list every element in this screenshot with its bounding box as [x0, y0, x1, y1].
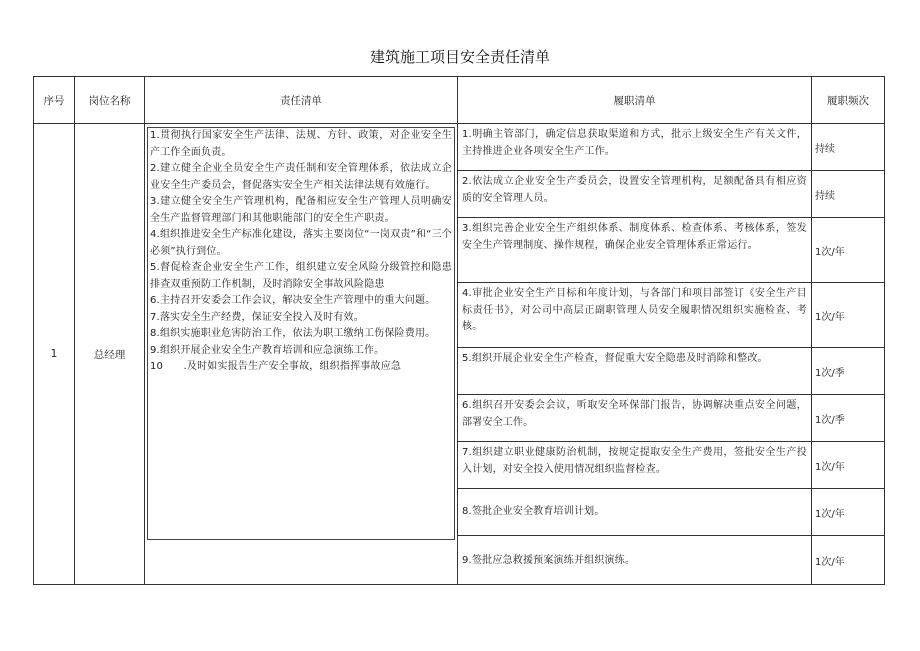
duty-text: 5.组织开展企业安全生产检查，督促重大安全隐患及时消除和整改。	[462, 353, 768, 364]
duty-cell	[458, 536, 812, 585]
duty-text: 4.审批企业安全生产目标和年度计划，与各部门和项目部签订《安全生产目标责任书》，对公司中高层正副职管理人员安全履职情况组织实施检查、考核。	[462, 288, 807, 332]
duty-cell	[458, 395, 812, 442]
responsibility-item: 10 .及时如实报告生产安全事故，组织指挥事故应急	[150, 361, 402, 372]
table-header-row	[34, 77, 885, 124]
duty-text: 8.签批企业安全教育培训计划。	[462, 506, 605, 517]
duty-text: 2.依法成立企业安全生产委员会，设置安全管理机构，足额配备具有相应资质的安全管理人员。	[462, 176, 807, 204]
responsibility-item: 1.贯彻执行国家安全生产法律、法规、方针、政策，对企业安全生产工作全面负责。	[150, 130, 452, 158]
position-cell: 总经理	[75, 124, 145, 585]
responsibility-item: 2.建立健全企业全员安全生产责任制和安全管理体系，依法成立企业安全生产委员会，督促落实安全生产相关法律法规有效施行。	[150, 163, 452, 191]
responsibility-item: 3.建立健全安全生产管理机构，配备相应安全生产管理人员明确安全生产监督管理部门和其他职能部门的安全生产职责。	[150, 196, 452, 224]
frequency-cell: 1次/年	[812, 536, 885, 585]
table-row	[34, 124, 885, 171]
header-seq: 序号	[34, 77, 75, 124]
responsibility-item: 7.落实安全生产经费，保证安全投入及时有效。	[150, 311, 364, 323]
frequency-cell: 持续	[812, 171, 885, 218]
document-title: 建筑施工项目安全责任清单	[369, 48, 550, 66]
duty-cell	[458, 283, 812, 348]
duty-cell	[458, 348, 812, 395]
frequency-cell: 持续	[812, 124, 885, 171]
duty-cell	[458, 442, 812, 489]
header-duties: 履职清单	[458, 77, 812, 124]
duty-cell	[458, 124, 812, 171]
frequency-cell: 1次/季	[812, 395, 885, 442]
duty-cell	[458, 218, 812, 283]
responsibility-item: 9.组织开展企业安全生产教育培训和应急演练工作。	[150, 344, 385, 356]
responsibility-table	[33, 76, 885, 585]
responsibility-item: 8.组织实施职业危害防治工作，依法为职工缴纳工伤保险费用。	[150, 328, 436, 339]
duty-cell	[458, 489, 812, 536]
frequency-cell: 1次/年	[812, 283, 885, 348]
duty-text: 6.组织召开安委会会议，听取安全环保部门报告，协调解决重点安全问题，部署安全工作。	[462, 400, 807, 428]
responsibilities-box	[147, 127, 455, 540]
seq-cell: 1	[34, 124, 75, 585]
header-frequency: 履职频次	[812, 77, 885, 124]
duty-text: 9.签批应急救援预案演练并组织演练。	[462, 555, 636, 566]
responsibility-item: 5.督促检查企业安全生产工作，组织建立安全风险分级管控和隐患排查双重预防工作机制，及时消除安全事故风险隐患	[150, 262, 452, 290]
duty-cell	[458, 171, 812, 218]
responsibilities-cell	[145, 124, 458, 585]
header-position: 岗位名称	[75, 77, 145, 124]
frequency-cell: 1次/年	[812, 442, 885, 489]
frequency-cell: 1次/年	[812, 489, 885, 536]
duty-text: 1.明确主管部门，确定信息获取渠道和方式，批示上级安全生产有关文件，主持推进企业各项安全生产工作。	[462, 129, 807, 157]
responsibility-item: 4.组织推进安全生产标准化建设，落实主要岗位“一岗双责”和“三个必须”执行到位。	[150, 229, 452, 257]
header-responsibilities: 责任清单	[145, 77, 458, 124]
duty-text: 3.组织完善企业安全生产组织体系、制度体系、检查体系、考核体系，签发安全生产管理制度、操作规程，确保企业安全管理体系正常运行。	[462, 223, 807, 251]
frequency-cell: 1次/年	[812, 218, 885, 283]
duty-text: 7.组织建立职业健康防治机制，按规定提取安全生产费用，签批安全生产投入计划，对安全投入使用情况组织监督检查。	[462, 447, 807, 475]
responsibility-item: 6.主持召开安委会工作会议，解决安全生产管理中的重大问题。	[150, 295, 436, 306]
frequency-cell: 1次/季	[812, 348, 885, 395]
